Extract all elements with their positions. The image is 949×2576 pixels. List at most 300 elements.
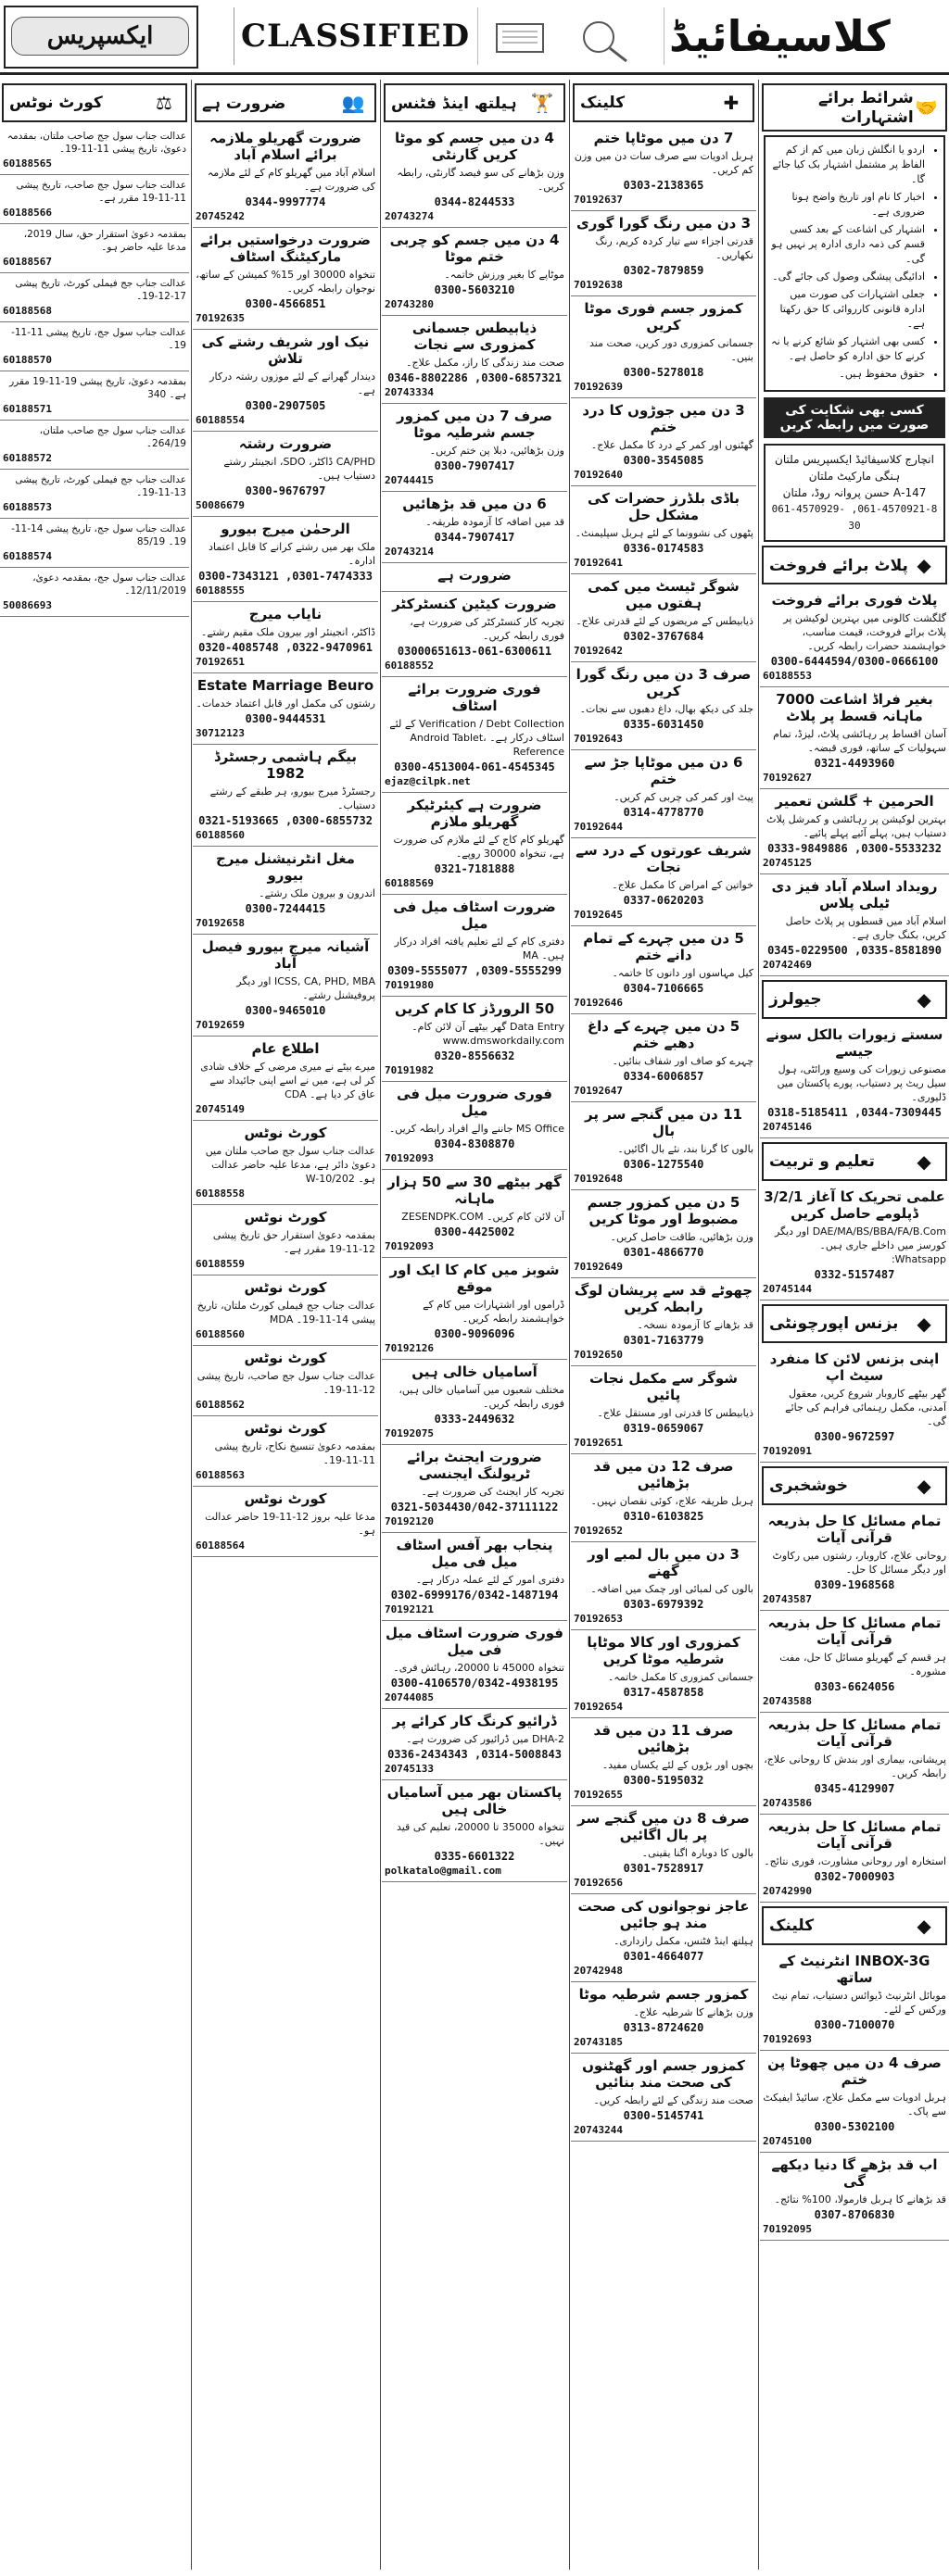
ad-phone: 0302-3767684 xyxy=(623,630,704,643)
office-sub: ہنگی مارکیٹ ملتان xyxy=(808,470,901,483)
classified-ad xyxy=(193,935,378,1037)
ad-phone: 0306-1275540 xyxy=(623,1158,704,1171)
classified-ad xyxy=(571,1894,756,1982)
ad-body: تجربہ کار ایجنٹ کی ضرورت ہے۔ xyxy=(421,1486,564,1498)
ad-title: 5 دن میں چہرے کے داغ دھبے ختم xyxy=(587,1018,740,1051)
ad-code: 70192091 xyxy=(763,1445,812,1457)
classified-ad xyxy=(193,432,378,517)
ad-body: ICSS, CA, PHD, MBA اور دیگر پروفیشنل رشتے۔ xyxy=(236,975,375,1001)
ad-code: 20745144 xyxy=(763,1283,812,1295)
ad-code: 60188552 xyxy=(385,660,434,672)
ad-phone: 0300-6444594/0300-0666100 xyxy=(770,655,939,668)
ad-code: 70192642 xyxy=(574,645,623,657)
ad-body: عدالت جناب سول جج صاحب ملتان میں دعویٰ دائر ہے، مدعا علیہ حاضر عدالت ہو۔ 202/W-10 xyxy=(205,1145,375,1185)
ad-title: شوبز میں کام کا ایک اور موقع xyxy=(389,1262,560,1295)
classified-ad xyxy=(0,568,189,617)
classified-ad xyxy=(571,1806,756,1894)
ad-body: وزن بڑھانے کی سو فیصد گارنٹی، رابطہ کریں۔ xyxy=(397,167,564,193)
ad-phone: 0300-6857321, 0346-8802286 xyxy=(387,371,562,384)
ad-phone: 0300-9465010 xyxy=(245,1004,326,1017)
ad-title: شوگر ٹیسٹ میں کمی ہفتوں میں xyxy=(588,578,740,611)
ad-title: الرحمٰن میرج بیورو xyxy=(221,521,350,537)
ad-title: اطلاع عام xyxy=(251,1040,320,1057)
ad-code: 20745133 xyxy=(385,1763,434,1775)
classified-ad xyxy=(0,273,189,322)
section-label: خوشخبری xyxy=(769,1476,848,1495)
ad-title: رویداد اسلام آباد فیز دی ٹیلی پلاس xyxy=(771,878,938,911)
ad-code: 70192638 xyxy=(574,279,623,291)
ad-title: 7 دن میں موٹاپا ختم xyxy=(593,130,734,146)
ad-code: 70192093 xyxy=(385,1152,434,1164)
classified-ad xyxy=(571,662,756,750)
ad-title: 50 الرورڈز کا کام کریں xyxy=(394,1000,555,1017)
ad-body: عدالت جناب سول جج، بمقدمہ دعویٰ، 12/11/2019۔ xyxy=(32,572,186,597)
ad-phone: 0317-4587858 xyxy=(623,1686,704,1699)
ad-title: INBOX-3G انٹرنیٹ کے ساتھ xyxy=(778,1953,930,1986)
ad-title: ضرورت ایجنٹ برائے ٹریولنگ ایجنسی xyxy=(407,1449,542,1482)
classified-ad xyxy=(571,126,756,211)
rule-item: • کسی بھی اشتہار کو شائع کرنے یا نہ کرنے کا حق ادارہ کو حاصل ہے۔ xyxy=(771,334,925,364)
ad-body: ہیلتھ اینڈ فٹنس، مکمل رازداری۔ xyxy=(613,1935,753,1947)
cross-icon: ◆ xyxy=(917,1915,931,1937)
ad-body: تنخواہ 45000 تا 20000، رہائش فری۔ xyxy=(393,1662,564,1674)
ad-phone: 0337-0620203 xyxy=(623,894,704,907)
fitness-icon: 🏋 xyxy=(530,92,554,114)
ad-code: polkatalo@gmail.com xyxy=(385,1865,501,1877)
classified-ad xyxy=(193,330,378,432)
ad-title: ضرورت گھریلو ملازمہ برائے اسلام آباد xyxy=(209,130,361,163)
classified-ad xyxy=(760,687,949,789)
ad-phone: 0336-0174583 xyxy=(623,542,704,555)
classified-ad xyxy=(382,1258,567,1360)
ad-body: ہربل ادویات سے مکمل علاج، سائیڈ ایفیکٹ سے پاک۔ xyxy=(763,2092,946,2117)
ad-title: صرف 7 دن میں کمزور جسم شرطیہ موٹا xyxy=(396,408,553,441)
ad-code: 20743185 xyxy=(574,2036,623,2048)
ad-body: عدالت جناب سول جج صاحب ملتان، 264/19۔ xyxy=(39,425,186,449)
ad-phone: 0321-5034430/042-37111122 xyxy=(390,1501,559,1514)
ad-code: 70192126 xyxy=(385,1342,434,1354)
ad-body: اسلام آباد میں گھریلو کام کے لئے ملازمہ کی ضرورت ہے۔ xyxy=(207,167,375,193)
classified-ad xyxy=(382,1445,567,1533)
ad-title: کورٹ نوٹس xyxy=(244,1125,327,1141)
ad-code: 60188567 xyxy=(3,256,52,268)
ad-phone: 0300-3545085 xyxy=(623,454,704,467)
ad-phone: 0313-8724620 xyxy=(623,2021,704,2034)
ad-code: 70192643 xyxy=(574,733,623,745)
ad-body: ہربل طریقہ علاج، کوئی نقصان نہیں۔ xyxy=(590,1495,753,1507)
ad-code: 50086679 xyxy=(196,499,245,511)
ad-title: کمزوری اور کالا موٹاپا شرطیہ موٹا کریں xyxy=(587,1634,740,1667)
section-header xyxy=(762,1304,947,1343)
classified-ad xyxy=(760,1611,949,1713)
ad-phone: 0300-5195032 xyxy=(623,1774,704,1787)
ad-code: 60188563 xyxy=(196,1469,245,1481)
ad-code: 70192693 xyxy=(763,2033,812,2045)
ad-phone: 0301-7163779 xyxy=(623,1334,704,1347)
ad-code: 70192121 xyxy=(385,1603,434,1615)
ad-body: آن لائن کام کریں۔ ZESENDPK.COM xyxy=(401,1211,564,1223)
ad-code: 60188568 xyxy=(3,305,52,317)
fitness-staff-column xyxy=(382,80,567,2570)
ad-body: قدرتی اجزاء سے تیار کردہ کریم، رنگ نکھاریں۔ xyxy=(595,235,753,261)
ad-code: 70192645 xyxy=(574,909,623,921)
ad-body: دیندار گھرانے کے لئے موزوں رشتہ درکار ہے۔ xyxy=(209,371,375,396)
classified-ad xyxy=(760,1023,949,1138)
ad-phone: 0322-9470961, 0320-4085748 xyxy=(198,641,373,654)
jobs-rishta-column xyxy=(193,80,378,2570)
ad-body: Verification / Debt Collection کے لئے اسٹاف درکار ہے۔ Android Tablet، Reference xyxy=(389,718,564,758)
ad-body: ذیابیطس کا قدرتی اور مستقل علاج۔ xyxy=(597,1407,753,1419)
ad-code: 70192627 xyxy=(763,772,812,784)
ad-body: بالوں کا دوبارہ اگنا یقینی۔ xyxy=(641,1847,753,1859)
section-header xyxy=(762,1906,947,1945)
handshake-icon: 🤝 xyxy=(915,96,939,119)
classified-ad xyxy=(193,602,378,673)
classified-ad xyxy=(571,1542,756,1630)
office-phones: 061-4570921-8, 061-4570929-30 xyxy=(771,503,938,532)
ad-code: 70192646 xyxy=(574,997,623,1009)
ad-code: 70192649 xyxy=(574,1261,623,1273)
ad-code: ejaz@cilpk.net xyxy=(385,775,471,787)
ad-title: کمزور جسم اور گھٹنوں کی صحت مند بنائیں xyxy=(582,2057,745,2091)
ad-phone: 0309-5555299, 0309-5555077 xyxy=(387,964,562,977)
rule-item: • اشتہار کی اشاعت کے بعد کسی قسم کی ذمہ داری ادارہ پر نہیں ہو گی۔ xyxy=(771,222,925,267)
ad-title: کورٹ نوٹس xyxy=(244,1490,327,1507)
classified-ad xyxy=(193,1121,378,1205)
ad-phone: 0300-4566851 xyxy=(245,297,326,310)
ad-title: سستے زیورات بالکل سونے جیسے xyxy=(766,1026,943,1060)
ad-body: ہر قسم کے گھریلو مسائل کا حل، مفت مشورہ۔ xyxy=(779,1652,946,1678)
ad-title: 3 دن میں بال لمبے اور گھنے xyxy=(588,1546,740,1579)
classified-ad xyxy=(571,2054,756,2142)
ad-code: 60188564 xyxy=(196,1539,245,1552)
ad-body: دفتری امور کے لئے عملہ درکار ہے۔ xyxy=(415,1574,564,1586)
ad-code: 70192639 xyxy=(574,381,623,393)
ad-code: 70192651 xyxy=(196,656,245,668)
classified-ad xyxy=(0,470,189,519)
ad-code: 60188555 xyxy=(196,584,245,597)
ad-body: جسمانی کمزوری کا مکمل خاتمہ۔ xyxy=(607,1671,753,1683)
classified-ad xyxy=(571,1718,756,1806)
ad-body: تنخواہ 35000 تا 20000، تعلیم کی قید نہیں۔ xyxy=(396,1821,564,1847)
ad-code: 60188566 xyxy=(3,207,52,219)
ad-phone: 0301-4866770 xyxy=(623,1246,704,1259)
ad-body: بچوں اور بڑوں کے لئے یکساں مفید۔ xyxy=(601,1759,753,1771)
ad-code: 30712123 xyxy=(196,727,245,739)
ad-phone: 0300-4425002 xyxy=(434,1225,515,1238)
ad-code: 60188571 xyxy=(3,403,52,415)
ad-title: ذیابیطس جسمانی کمزوری سے نجات xyxy=(411,320,538,353)
ad-body: موبائل انٹرنیٹ ڈیوائس دستیاب، تمام نیٹ ورکس کے لئے۔ xyxy=(771,1990,946,2016)
classified-ad xyxy=(382,997,567,1082)
ad-phone: 0300-7100070 xyxy=(814,2018,895,2031)
ad-title: Estate Marriage Beuro xyxy=(196,677,374,694)
ad-body: قد بڑھانے کا ہربل فارمولا، 100% نتائج۔ xyxy=(774,2193,946,2205)
ad-code: 20743280 xyxy=(385,298,434,310)
header-decoration-illustration xyxy=(477,7,664,65)
rule-item: • ادائیگی پیشگی وصول کی جائے گی۔ xyxy=(771,270,925,284)
ad-body: میرے بیٹے نے میری مرضی کے خلاف شادی کر لی ہے، میں نے اسے اپنی جائیداد سے عاق کر دیا ہے۔ CDA xyxy=(200,1061,375,1100)
ad-code: 20742469 xyxy=(763,959,812,971)
ad-phone: 0300-4106570/0342-4938195 xyxy=(390,1677,559,1690)
ad-body: بہترین لوکیشن پر رہائشی و کمرشل پلاٹ دستیاب ہیں، پہلے آئیے پہلے پائیے۔ xyxy=(766,813,946,839)
ad-body: وزن بڑھانے کا شرطیہ علاج۔ xyxy=(633,2006,753,2018)
ad-code: 60188565 xyxy=(3,157,52,170)
ad-phone: 0303-6979392 xyxy=(623,1598,704,1611)
classified-ad xyxy=(382,126,567,228)
ad-code: 70192656 xyxy=(574,1877,623,1889)
ad-title: 4 دن میں جسم کو چربی ختم موٹا xyxy=(389,232,560,265)
ad-body: گلگشت کالونی میں بہترین لوکیشن پر پلاٹ برائے فروخت، قیمت مناسب، خواہشمند حضرات رابطہ کریں۔ xyxy=(783,612,946,652)
classified-ad xyxy=(193,1037,378,1121)
ad-code: 20745149 xyxy=(196,1103,245,1115)
ad-code: 70192654 xyxy=(574,1701,623,1713)
classified-ad xyxy=(760,1713,949,1815)
ad-code: 60188560 xyxy=(196,1328,245,1340)
ad-phone: 0310-6103825 xyxy=(623,1510,704,1523)
ad-code: 70192650 xyxy=(574,1349,623,1361)
ad-phone: 0300-7907417 xyxy=(434,459,515,472)
ad-phone: 0307-8706830 xyxy=(814,2208,895,2221)
ad-title: کمزور جسم فوری موٹا کریں xyxy=(584,300,743,333)
classified-ad xyxy=(571,1278,756,1366)
ad-phone: 0314-4778770 xyxy=(623,806,704,819)
classified-ad xyxy=(193,1275,378,1346)
ad-phone: 0300-9444531 xyxy=(245,712,326,725)
rules-list xyxy=(771,143,938,382)
people-icon: 👥 xyxy=(341,92,365,114)
header-decoration-left xyxy=(196,7,234,65)
classified-ad xyxy=(193,228,378,330)
section-label: کلینک xyxy=(769,1916,815,1935)
ad-code: 60188553 xyxy=(763,670,812,682)
ad-title: نایاب میرج xyxy=(248,606,323,622)
ad-title: تمام مسائل کا حل بذریعہ قرآنی آیات xyxy=(767,1818,942,1852)
ad-title: تمام مسائل کا حل بذریعہ قرآنی آیات xyxy=(767,1615,942,1648)
ad-title: صرف 12 دن میں قد بڑھائیں xyxy=(593,1458,734,1491)
classified-ad xyxy=(382,1621,567,1709)
ad-phone: 0301-7528917 xyxy=(623,1862,704,1875)
ad-code: 20745100 xyxy=(763,2135,812,2147)
ad-body: مختلف شعبوں میں آسامیاں خالی ہیں، فوری رابطہ کریں۔ xyxy=(399,1384,564,1410)
ad-body: چہرے کو صاف اور شفاف بنائیں۔ xyxy=(612,1055,753,1067)
ad-code: 70192641 xyxy=(574,557,623,569)
ad-phone: 0301-7474333, 0300-7343121 xyxy=(198,570,373,583)
section-label: پلاٹ برائے فروخت xyxy=(769,556,908,575)
ad-phone: 0319-0659067 xyxy=(623,1422,704,1435)
classified-ad xyxy=(193,126,378,228)
rules-column xyxy=(760,80,949,2570)
ad-body: جسمانی کمزوری دور کریں، صحت مند بنیں۔ xyxy=(589,337,753,363)
ad-code: 70192637 xyxy=(574,194,623,206)
ad-title: 3 دن میں جوڑوں کا درد ختم xyxy=(582,402,745,435)
ad-code: 20744085 xyxy=(385,1691,434,1703)
classified-ad xyxy=(760,1815,949,1903)
classified-ad xyxy=(571,486,756,574)
ad-title: تمام مسائل کا حل بذریعہ قرآنی آیات xyxy=(767,1716,942,1750)
ad-phone: 0321-4493960 xyxy=(814,757,895,770)
gavel-icon: ⚖ xyxy=(156,92,172,114)
ad-code: 60188573 xyxy=(3,501,52,513)
ad-code: 70192635 xyxy=(196,312,245,324)
ad-body: ذیابیطس کے مریضوں کے لئے قدرتی علاج۔ xyxy=(576,615,753,627)
rules-box xyxy=(764,135,945,392)
classified-ad xyxy=(571,1102,756,1190)
ad-body: مدعا علیہ بروز 12-11-19 حاضر عدالت ہو۔ xyxy=(205,1511,375,1537)
ad-title: ضرورت کیٹین کنسٹرکٹر xyxy=(392,596,557,612)
ad-body: گھریلو کام کاج کے لئے ملازم کی ضرورت ہے، تنخواہ 30000 روپے۔ xyxy=(393,834,564,860)
ad-title: ڈرائیو کرنگ کار کرائے پر xyxy=(392,1713,557,1729)
ad-code: 70192658 xyxy=(196,917,245,929)
ad-code: 70192093 xyxy=(385,1240,434,1252)
page-title-urdu: کلاسیفائیڈ xyxy=(669,11,891,61)
ad-phone: 0300-4513004-061-4545345 xyxy=(394,760,555,773)
rules-header: 🤝 شرائط برائے اشتہارات xyxy=(762,83,947,132)
section-label: تعلیم و تربیت xyxy=(769,1152,875,1171)
office-label: انچارج کلاسیفائیڈ ایکسپریس ملتان xyxy=(775,453,934,466)
health-fitness-header: 🏋 ہیلتھ اینڈ فٹنس xyxy=(384,83,565,122)
ad-body: ڈاکٹر، انجینئر اور بیرون ملک مقیم رشتے۔ xyxy=(200,626,375,638)
ad-body: وزن بڑھائیں، طاقت حاصل کریں۔ xyxy=(610,1231,753,1243)
express-logo-box xyxy=(4,6,198,69)
classified-ad xyxy=(571,1366,756,1454)
ad-code: 60188574 xyxy=(3,550,52,562)
ad-code: 20745125 xyxy=(763,857,812,869)
classified-ad xyxy=(193,1205,378,1275)
star-icon: ◆ xyxy=(917,1475,931,1497)
classified-ad xyxy=(0,224,189,273)
ad-body: استخارہ اور روحانی مشاورت، فوری نتائج۔ xyxy=(764,1855,946,1867)
ad-code: 20743588 xyxy=(763,1695,812,1707)
ad-phone: 0302-7879859 xyxy=(623,264,704,277)
ad-phone: 0300-5278018 xyxy=(623,366,704,379)
ad-body: عدالت جناب سول جج صاحب، تاریخ پیشی 12-11-19۔ xyxy=(196,1370,375,1396)
ad-phone: 0300-6855732, 0321-5193665 xyxy=(198,814,373,827)
classified-ad xyxy=(571,838,756,926)
court-notice-column xyxy=(0,80,189,2570)
ad-body: رجسٹرڈ میرج بیورو، ہر طبقے کے رشتے دستیاب۔ xyxy=(209,785,375,811)
classified-ad xyxy=(193,1346,378,1416)
classified-ad xyxy=(193,847,378,935)
ad-body: اندرون و بیرون ملک رشتے۔ xyxy=(259,887,375,899)
classified-ad xyxy=(382,592,567,677)
classified-ad xyxy=(571,1982,756,2054)
ad-body: پریشانی، بیماری اور بندش کا روحانی علاج، رابطہ کریں۔ xyxy=(764,1753,946,1779)
ad-title: فوری ضرورت اسٹاف میل فی میل xyxy=(385,1625,563,1658)
ad-code: 20743334 xyxy=(385,386,434,398)
ad-code: 70192655 xyxy=(574,1789,623,1801)
ad-title: ضرورت ہے xyxy=(437,567,512,584)
ad-title: ضرورت درخواستیں برائے مارکیٹنگ اسٹاف xyxy=(199,232,371,265)
ad-code: 70192120 xyxy=(385,1515,434,1527)
complaint-banner: کسی بھی شکایت کی صورت میں رابطہ کریں xyxy=(764,397,945,438)
column-divider xyxy=(380,80,381,2570)
classified-ad xyxy=(382,492,567,563)
ad-body: عدالت جناب سول جج صاحب ملتان، بمقدمہ دعویٰ، تاریخ پیشی 11-11-19۔ xyxy=(6,131,186,155)
ad-phone: 0314-5008843, 0336-2434343 xyxy=(387,1748,562,1761)
classified-ad xyxy=(193,1487,378,1557)
ad-title: فوری ضرورت برائے اسٹاف xyxy=(408,681,541,714)
ad-code: 60188558 xyxy=(196,1187,245,1200)
ad-body: عدالت جناب جج فیملی کورٹ، تاریخ پیشی 17-12-19۔ xyxy=(15,278,186,302)
classified-ad xyxy=(382,1709,567,1780)
ad-phone: 0335-8581890, 0345-0229500 xyxy=(767,944,942,957)
classified-ad xyxy=(571,296,756,398)
ad-body: گھٹنوں اور کمر کے درد کا مکمل علاج۔ xyxy=(590,439,753,451)
ad-body: پٹھوں کی نشوونما کے لئے ہربل سپلیمنٹ۔ xyxy=(575,527,753,539)
ad-title: فوری ضرورت میل فی میل xyxy=(397,1086,552,1119)
ad-title: صرف 4 دن میں چھوٹا پن ختم xyxy=(767,2055,942,2088)
ad-code: 20743244 xyxy=(574,2124,623,2136)
ad-code: 50086693 xyxy=(3,599,52,611)
classified-illustration-icon xyxy=(478,7,664,65)
clinic-header: ✚ کلینک xyxy=(573,83,754,122)
house-icon: ◆ xyxy=(917,554,931,576)
ad-title: نیک اور شریف رشتے کی تلاش xyxy=(201,333,370,367)
ad-phone: 0300-5603210 xyxy=(434,283,515,296)
ad-title: اپنی بزنس لائن کا منفرد سیٹ اپ xyxy=(769,1351,940,1384)
rule-item: • حقوق محفوظ ہیں۔ xyxy=(771,367,925,382)
ad-body: وزن بڑھائیں، دبلا پن ختم کریں۔ xyxy=(429,445,564,457)
ad-code: 70192075 xyxy=(385,1427,434,1439)
ad-phone: 03000651613-061-6300611 xyxy=(397,645,552,658)
briefcase-icon: ◆ xyxy=(917,1313,931,1335)
ad-phone: 0302-6999176/0342-1487194 xyxy=(390,1589,559,1602)
ad-code: 20745242 xyxy=(196,210,245,222)
ad-title: ضرورت ہے کیئرٹیکر گھریلو ملازم xyxy=(407,797,542,830)
classified-ad xyxy=(0,519,189,568)
ad-code: 70192647 xyxy=(574,1085,623,1097)
ad-title: 4 دن میں جسم کو موٹا کریں گارنٹی xyxy=(395,130,554,163)
ad-code: 70192652 xyxy=(574,1525,623,1537)
ad-title: تمام مسائل کا حل بذریعہ قرآنی آیات xyxy=(767,1513,942,1546)
ad-phone: 0303-6624056 xyxy=(814,1680,895,1693)
ad-body: ڈراموں اور اشتہارات میں کام کے خواہشمند رابطہ کریں۔ xyxy=(423,1299,564,1325)
ad-title: کورٹ نوٹس xyxy=(244,1350,327,1366)
classified-ad xyxy=(571,398,756,486)
book-icon: ◆ xyxy=(917,1150,931,1173)
ad-body: عدالت جناب سول جج صاحب، تاریخ پیشی 11-11-19 مقرر ہے۔ xyxy=(16,180,186,204)
ad-phone: 0300-2907505 xyxy=(245,399,326,412)
classified-ad xyxy=(760,2153,949,2241)
office-contact-box xyxy=(764,444,945,542)
ad-title: بغیر فراڈ اشاعت 7000 ماہانہ قسط پر پلاٹ xyxy=(776,691,933,724)
classified-ad xyxy=(760,2051,949,2153)
classified-ad xyxy=(382,1533,567,1621)
ad-title: آشیانہ میرج بیورو فیصل آباد xyxy=(201,938,370,972)
ad-body: Data Entry گھر بیٹھے آن لائن کام۔ www.dmsworkdaily.com xyxy=(411,1021,564,1047)
express-logo: ایکسپریس xyxy=(11,17,189,56)
classified-ad xyxy=(760,1509,949,1611)
ad-code: 70191980 xyxy=(385,979,434,991)
classified-ad xyxy=(382,677,567,793)
section-header xyxy=(762,1142,947,1181)
classified-ad xyxy=(571,750,756,838)
ad-code: 20744415 xyxy=(385,474,434,486)
ad-code: 60188559 xyxy=(196,1258,245,1270)
classified-ad xyxy=(382,1780,567,1882)
masthead xyxy=(0,0,949,75)
ad-body: کیل مہاسوں اور دانوں کا خاتمہ۔ xyxy=(612,967,753,979)
ad-body: پیٹ اور کمر کی چربی کم کریں۔ xyxy=(614,791,753,803)
court-notice-header: ⚖ کورٹ نوٹس xyxy=(2,83,187,122)
ad-code: 70192640 xyxy=(574,469,623,481)
column-divider xyxy=(191,80,192,2570)
ad-title: پلاٹ فوری برائے فروخت xyxy=(771,592,938,609)
ad-body: جلد کی دیکھ بھال، داغ دھبوں سے نجات۔ xyxy=(579,703,753,715)
ad-phone: 0302-7000903 xyxy=(814,1870,895,1883)
ad-code: 20743274 xyxy=(385,210,434,222)
